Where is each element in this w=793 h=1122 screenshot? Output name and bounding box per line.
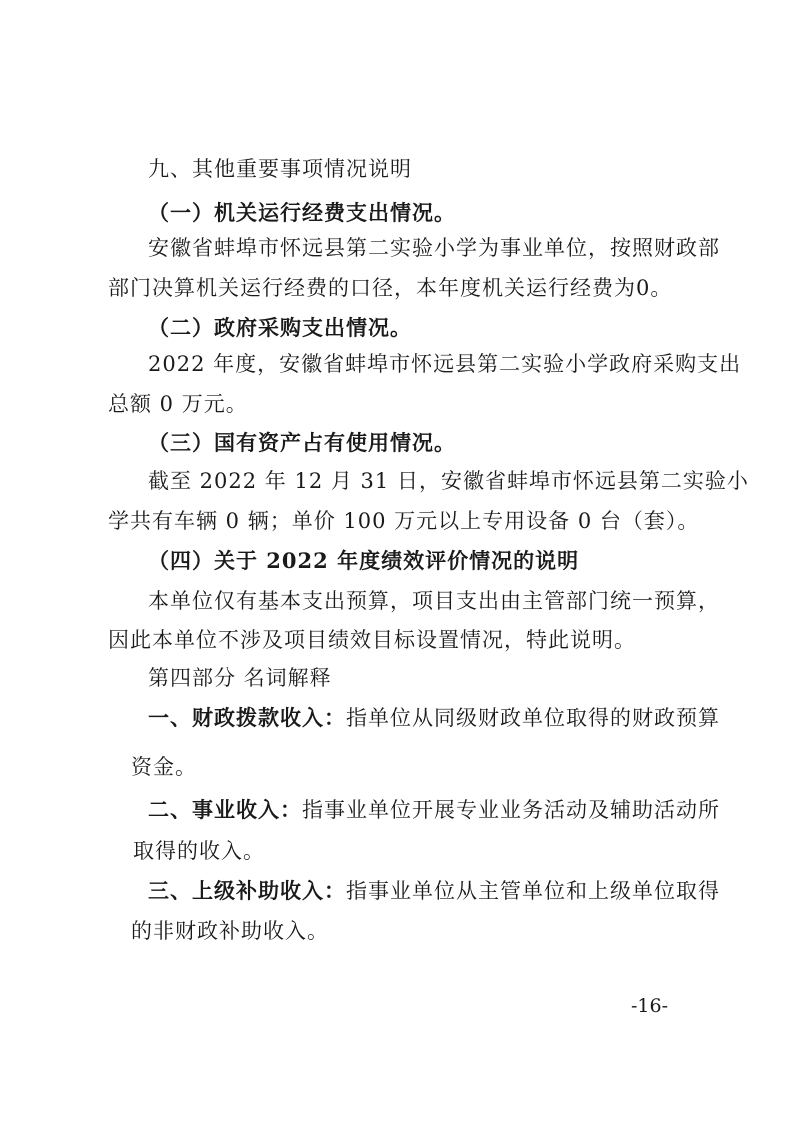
term-2-text: 指事业单位开展专业业务活动及辅助活动所 [302, 798, 720, 822]
subsection-1-paragraph-line-2: 部门决算机关运行经费的口径，本年度机关运行经费为0。 [108, 276, 673, 300]
term-1-label: 一、财政拨款收入： [148, 705, 346, 730]
subsection-2-title: （二）政府采购支出情况。 [148, 315, 412, 340]
term-3-text: 指事业单位从主管单位和上级单位取得 [346, 879, 720, 903]
term-1-line-1 [148, 703, 720, 733]
subsection-3-title: （三）国有资产占有使用情况。 [148, 430, 456, 455]
term-1-text: 指单位从同级财政单位取得的财政预算 [346, 706, 720, 730]
term-2-line-2: 取得的收入。 [133, 839, 265, 863]
subsection-4-title: （四）关于 2022 年度绩效评价情况的说明 [148, 548, 580, 573]
section-9-title: 九、其他重要事项情况说明 [148, 157, 412, 181]
subsection-4-paragraph-line-1: 本单位仅有基本支出预算，项目支出由主管部门统一预算， [148, 589, 720, 613]
subsection-4-paragraph-line-2: 因此本单位不涉及项目绩效目标设置情况，特此说明。 [108, 628, 636, 652]
term-3-label: 三、上级补助收入： [148, 878, 346, 903]
subsection-2-paragraph-line-1: 2022 年度，安徽省蚌埠市怀远县第二实验小学政府采购支出 [148, 352, 742, 376]
term-2-line-1 [148, 795, 720, 825]
subsection-1-title: （一）机关运行经费支出情况。 [148, 200, 456, 225]
term-3-line-2: 的非财政补助收入。 [131, 919, 329, 943]
subsection-3-paragraph-line-1: 截至 2022 年 12 月 31 日，安徽省蚌埠市怀远县第二实验小 [148, 469, 749, 493]
term-1-line-2: 资金。 [131, 755, 197, 779]
part-4-title: 第四部分 名词解释 [148, 666, 332, 690]
page-number: -16- [631, 995, 669, 1017]
subsection-1-paragraph-line-1: 安徽省蚌埠市怀远县第二实验小学为事业单位，按照财政部 [148, 236, 720, 260]
subsection-3-paragraph-line-2: 学共有车辆 0 辆；单价 100 万元以上专用设备 0 台（套）。 [108, 509, 700, 533]
term-2-label: 二、事业收入： [148, 797, 302, 822]
term-3-line-1 [148, 876, 720, 906]
subsection-2-paragraph-line-2: 总额 0 万元。 [108, 392, 248, 416]
